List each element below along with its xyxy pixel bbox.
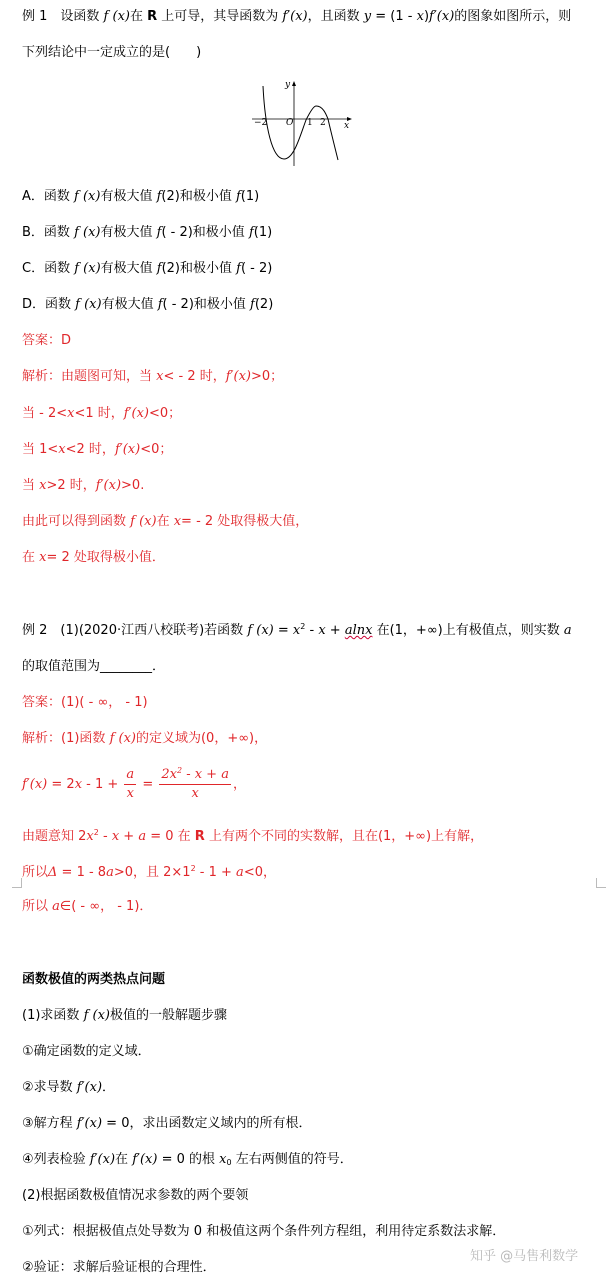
step-4 xyxy=(22,1151,353,1169)
math: f (x) xyxy=(247,623,274,638)
tick-label-2: 2 xyxy=(320,118,326,128)
text: 所以 xyxy=(22,899,53,914)
text: 当 - 2< xyxy=(22,406,68,421)
math: f′(x) xyxy=(89,1152,116,1167)
y-axis-arrow xyxy=(292,81,296,86)
text: 上可导，其导函数为 xyxy=(157,9,283,24)
text: - 1 + xyxy=(82,777,123,792)
text: 在 xyxy=(22,550,40,565)
math: x xyxy=(173,514,182,529)
superscript: 2 xyxy=(93,828,99,837)
text: + xyxy=(325,623,345,638)
math: a xyxy=(138,829,147,844)
text: ， xyxy=(232,777,246,792)
math: f xyxy=(235,189,241,204)
ex1-solution-5 xyxy=(22,513,308,531)
text: - xyxy=(305,623,319,638)
math: f xyxy=(157,297,163,312)
math: f (x) xyxy=(74,189,101,204)
math: f′(x) xyxy=(76,1116,103,1131)
text: 的图象如图所示，则 xyxy=(454,9,572,24)
math: f′(x) xyxy=(95,478,122,493)
text: A．函数 xyxy=(22,189,75,204)
text: 所以 xyxy=(22,865,49,880)
text: = - 2 处取得极大值， xyxy=(181,514,309,529)
hot-topics-title: 函数极值的两类热点问题 xyxy=(22,972,166,987)
text: (2)和极小值 xyxy=(161,189,236,204)
text: 2x xyxy=(161,767,177,782)
page-corner-mark-right xyxy=(596,878,606,888)
ex2-derivative-formula xyxy=(22,766,246,803)
math: f′(x) xyxy=(429,9,455,24)
math: f′(x) xyxy=(22,777,48,792)
option-b xyxy=(22,224,272,242)
text: 在 xyxy=(156,514,174,529)
text: 在 xyxy=(129,9,148,24)
function-graph xyxy=(248,76,358,168)
text: 的定义域为(0，+∞)， xyxy=(135,731,268,746)
text: ( - 2)和极小值 xyxy=(161,225,249,240)
math: x xyxy=(74,777,83,792)
math: x xyxy=(39,550,47,565)
math: a xyxy=(52,899,60,914)
text: ( - 2)和极小值 xyxy=(162,297,251,312)
text: - x + a xyxy=(182,767,229,782)
text: 有极大值 xyxy=(100,189,157,204)
math: f xyxy=(236,261,241,276)
math-underlined: alnx xyxy=(344,623,373,638)
math: f (x) xyxy=(74,225,101,240)
ex1-solution-3 xyxy=(22,441,172,459)
ex1-solution-2 xyxy=(22,405,181,423)
text: B．函数 xyxy=(22,225,75,240)
math: x xyxy=(111,829,120,844)
text: (1) xyxy=(253,225,273,240)
ex1-question-line2: 下列结论中一定成立的是( ) xyxy=(22,45,202,60)
ex1-solution-6 xyxy=(22,549,165,567)
text: 解析：由题图可知，当 xyxy=(22,369,157,384)
text: 上有两个不同的实数解，且在(1，+∞)上有解， xyxy=(204,829,484,844)
math: f (x) xyxy=(83,1008,110,1023)
text: = 2 处取得极小值． xyxy=(46,550,165,565)
text: = 1 - 8 xyxy=(57,865,107,880)
math: f xyxy=(156,261,162,276)
ex1-solution-1 xyxy=(22,368,283,386)
text: 在 xyxy=(115,1152,133,1167)
subscript: 0 xyxy=(226,1158,232,1167)
text: = 0 在 xyxy=(146,829,195,844)
math: x xyxy=(416,9,424,24)
text: C．函数 xyxy=(22,261,75,276)
origin-label: O xyxy=(286,118,294,128)
step-2 xyxy=(22,1079,115,1097)
math: x xyxy=(67,406,75,421)
text: >2 时， xyxy=(46,478,96,493)
text: ，且函数 xyxy=(307,9,364,24)
step-1: ①确定函数的定义域． xyxy=(22,1044,151,1059)
option-c xyxy=(22,260,272,278)
option-a xyxy=(22,188,259,206)
math: x xyxy=(86,829,94,844)
text: 解析：(1)函数 xyxy=(22,731,110,746)
hot-topic-1-heading xyxy=(22,1007,227,1025)
text: (1) xyxy=(240,189,260,204)
text: 有极大值 xyxy=(100,225,157,240)
math: f′(x) xyxy=(282,9,308,24)
ex2-answer: 答案：(1)( - ∞， - 1) xyxy=(22,695,148,710)
text: ③解方程 xyxy=(22,1116,77,1131)
text: <1 时， xyxy=(74,406,124,421)
tick-label-1: 1 xyxy=(307,118,313,128)
text: + xyxy=(119,829,139,844)
math: f′(x) xyxy=(76,1080,103,1095)
math: x xyxy=(318,623,326,638)
ex2-question-line2: 的取值范围为________． xyxy=(22,659,166,674)
text: - 1 + xyxy=(195,865,237,880)
tip-2: ②验证：求解后验证根的合理性． xyxy=(22,1260,216,1275)
ex2-question-line1 xyxy=(22,622,572,640)
math: R xyxy=(194,829,205,844)
math: a xyxy=(236,865,244,880)
math: a xyxy=(563,623,572,638)
text: >0； xyxy=(251,369,284,384)
text: 极值的一般解题步骤 xyxy=(109,1008,227,1023)
text: <0， xyxy=(243,865,276,880)
text: = 2 xyxy=(47,777,75,792)
denominator: x xyxy=(126,786,134,801)
text: ④列表检验 xyxy=(22,1152,90,1167)
fraction-quadratic-over-x xyxy=(159,766,231,803)
math: Δ xyxy=(48,865,58,880)
curve xyxy=(263,86,338,160)
text: = xyxy=(273,623,293,638)
math: f′(x) xyxy=(114,442,141,457)
ex2-solution-5 xyxy=(22,898,152,916)
text: 当 1< xyxy=(22,442,59,457)
math: x xyxy=(156,369,164,384)
text: 由此可以得到函数 xyxy=(22,514,131,529)
text: D．函数 xyxy=(22,297,76,312)
text: <2 时， xyxy=(65,442,115,457)
math: x xyxy=(58,442,66,457)
hot-topic-2-heading: (2)根据函数极值情况求参数的两个要领 xyxy=(22,1188,249,1203)
text: (2)和极小值 xyxy=(161,261,237,276)
text: <0； xyxy=(140,442,173,457)
math: f (x) xyxy=(74,261,101,276)
text: 例 1 设函数 xyxy=(22,9,104,24)
math: f (x) xyxy=(109,731,136,746)
math: f′(x) xyxy=(225,369,251,384)
math: f xyxy=(248,225,254,240)
numerator: a xyxy=(124,766,136,785)
ex1-question-line1 xyxy=(22,8,571,26)
y-axis-label: y xyxy=(285,80,291,90)
text: >0，且 2×1 xyxy=(113,865,191,880)
superscript: 2 xyxy=(300,622,306,631)
text: - xyxy=(98,829,112,844)
tip-1: ①列式：根据极值点处导数为 0 和极值这两个条件列方程组，利用待定系数法求解． xyxy=(22,1224,506,1239)
math: x xyxy=(219,1152,227,1167)
math: a xyxy=(106,865,114,880)
math: f (x) xyxy=(130,514,157,529)
math: y xyxy=(363,9,372,24)
page-corner-mark-left xyxy=(12,878,22,888)
math: f xyxy=(156,189,162,204)
math: x xyxy=(39,478,47,493)
math: x xyxy=(292,623,301,638)
text: = (1 - xyxy=(371,9,417,24)
ex1-solution-4 xyxy=(22,477,144,495)
math: R xyxy=(147,9,158,24)
numerator xyxy=(159,766,231,785)
text: 当 xyxy=(22,478,40,493)
text: = 0 的根 xyxy=(157,1152,220,1167)
math: f (x) xyxy=(103,9,130,24)
text: >0. xyxy=(121,478,145,493)
text: (2) xyxy=(254,297,274,312)
ex2-solution-3 xyxy=(22,828,483,846)
text: 有极大值 xyxy=(100,261,157,276)
text: (1)求函数 xyxy=(22,1008,84,1023)
text: 在(1，+∞)上有极值点，则实数 xyxy=(372,623,564,638)
math: f xyxy=(250,297,255,312)
x-axis-label: x xyxy=(344,121,350,131)
fraction-a-over-x xyxy=(124,766,136,803)
ex1-answer: 答案：D xyxy=(22,333,72,348)
superscript: 2 xyxy=(190,864,196,873)
text: = 0，求出函数定义域内的所有根． xyxy=(102,1116,312,1131)
text: 有极大值 xyxy=(101,297,158,312)
ex2-solution-4 xyxy=(22,864,276,882)
text: 左右两侧值的符号． xyxy=(231,1152,353,1167)
option-d xyxy=(22,296,273,314)
ex2-solution-1 xyxy=(22,730,267,748)
text: 例 2 (1)(2020·江西八校联考)若函数 xyxy=(22,623,248,638)
denominator: x xyxy=(191,786,199,801)
text: = xyxy=(138,777,158,792)
text: 由题意知 2 xyxy=(22,829,87,844)
tick-label-neg2: −2 xyxy=(254,118,268,128)
watermark: 知乎 @马售利数学 xyxy=(470,1249,579,1264)
math: f (x) xyxy=(75,297,102,312)
text: ． xyxy=(102,1080,116,1095)
text: ∈( - ∞， - 1)． xyxy=(59,899,153,914)
math: f′(x) xyxy=(132,1152,158,1167)
superscript: 2 xyxy=(176,766,183,775)
text: ②求导数 xyxy=(22,1080,77,1095)
math: f′(x) xyxy=(123,406,150,421)
step-3 xyxy=(22,1115,311,1133)
text: ) xyxy=(423,9,430,24)
math: f xyxy=(156,225,162,240)
text: < - 2 时， xyxy=(163,369,226,384)
text: <0； xyxy=(149,406,182,421)
text: ( - 2) xyxy=(240,261,273,276)
